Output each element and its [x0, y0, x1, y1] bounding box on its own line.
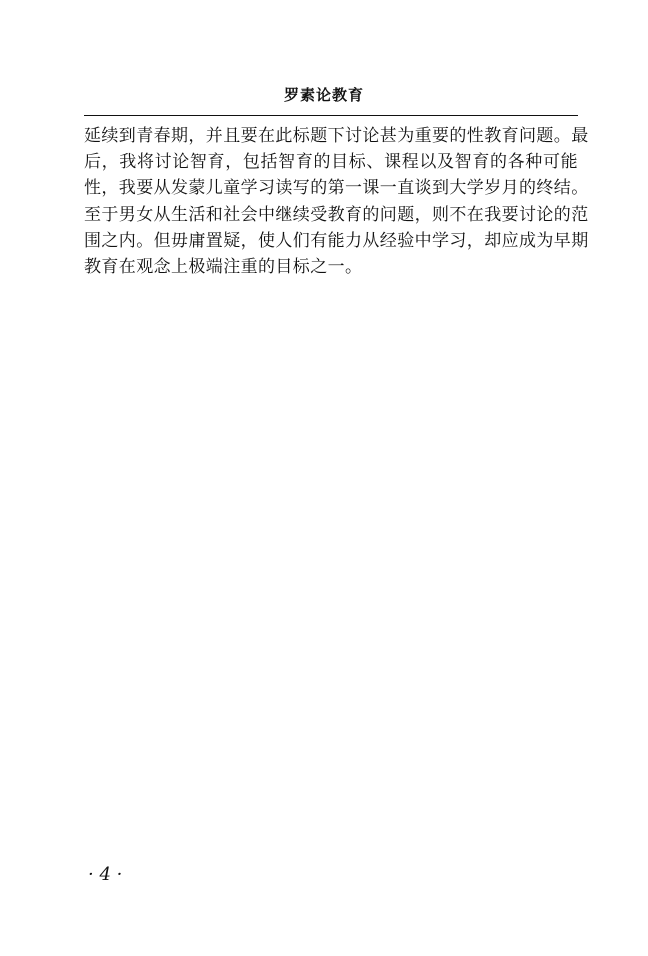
body-line: 性，我要从发蒙儿童学习读写的第一课一直谈到大学岁月的终结。: [84, 178, 589, 199]
body-line: 教育在观念上极端注重的目标之一。: [84, 256, 363, 277]
page-number: · 4 ·: [88, 864, 123, 885]
body-line: 围之内。但毋庸置疑，使人们有能力从经验中学习，却应成为早期: [84, 230, 589, 251]
body-line: 至于男女从生活和社会中继续受教育的问题，则不在我要讨论的范: [84, 204, 589, 225]
running-head-title: 罗素论教育: [283, 86, 364, 104]
header-rule: [84, 115, 578, 116]
body-line: 后，我将讨论智育，包括智育的目标、课程以及智育的各种可能: [84, 152, 578, 173]
body-line: 延续到青春期，并且要在此标题下讨论甚为重要的性教育问题。最: [84, 126, 589, 146]
body-paragraph: [84, 123, 589, 280]
